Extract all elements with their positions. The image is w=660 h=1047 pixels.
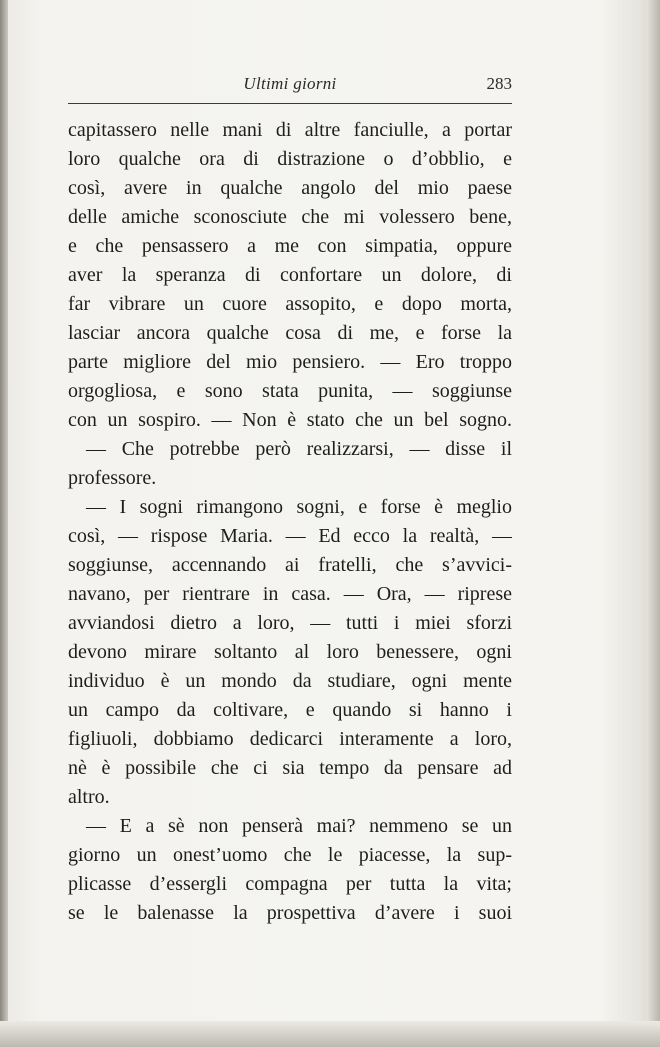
text-line: figliuoli, dobbiamo dedicarci interamente a loro, xyxy=(68,728,512,750)
text-line: individuo è un mondo da studiare, ogni mente xyxy=(68,670,512,692)
text-line: — I sogni rimangono sogni, e forse è meglio xyxy=(86,496,512,518)
text-line: e che pensassero a me con simpatia, oppure xyxy=(68,235,512,257)
text-line: — Che potrebbe però realizzarsi, — disse il xyxy=(86,438,512,460)
text-line: capitassero nelle mani di altre fanciulle, a portar xyxy=(68,119,512,141)
text-line: un campo da coltivare, e quando si hanno i xyxy=(68,699,512,721)
page-left-edge xyxy=(0,0,8,1047)
page-bottom-edge xyxy=(0,1021,660,1047)
text-line: — E a sè non penserà mai? nemmeno se un xyxy=(86,815,512,837)
text-line: altro. xyxy=(68,786,110,808)
text-line: devono mirare soltanto al loro benessere, ogni xyxy=(68,641,512,663)
text-line: navano, per rientrare in casa. — Ora, — riprese xyxy=(68,583,512,605)
text-line: lasciar ancora qualche cosa di me, e forse la xyxy=(68,322,512,344)
text-line: parte migliore del mio pensiero. — Ero troppo xyxy=(68,351,512,373)
body-text xyxy=(68,116,512,928)
text-line: loro qualche ora di distrazione o d’obblio, e xyxy=(68,148,512,170)
text-line: con un sospiro. — Non è stato che un bel sogno. xyxy=(68,409,512,431)
text-line: così, avere in qualche angolo del mio paese xyxy=(68,177,512,199)
text-line: aver la speranza di confortare un dolore, di xyxy=(68,264,512,286)
text-line: nè è possibile che ci sia tempo da pensare ad xyxy=(68,757,512,779)
text-line: avviandosi dietro a loro, — tutti i miei sforzi xyxy=(68,612,512,634)
page-number: 283 xyxy=(486,74,512,93)
text-line: se le balenasse la prospettiva d’avere i suoi xyxy=(68,902,512,924)
header-rule xyxy=(68,103,512,104)
text-line: così, — rispose Maria. — Ed ecco la realtà, — xyxy=(68,525,512,547)
text-line: giorno un onest’uomo che le piacesse, la sup- xyxy=(68,844,512,866)
text-line: far vibrare un cuore assopito, e dopo morta, xyxy=(68,293,512,315)
running-title: Ultimi giorni xyxy=(243,74,337,93)
text-line: orgogliosa, e sono stata punita, — soggiunse xyxy=(68,380,512,402)
text-line: plicasse d’essergli compagna per tutta la vita; xyxy=(68,873,512,895)
text-line: delle amiche sconosciute che mi volessero bene, xyxy=(68,206,512,228)
text-line: soggiunse, accennando ai fratelli, che s’avvici- xyxy=(68,554,512,576)
page-header xyxy=(68,70,512,100)
text-line: professore. xyxy=(68,467,157,489)
page-right-edge xyxy=(646,0,660,1047)
